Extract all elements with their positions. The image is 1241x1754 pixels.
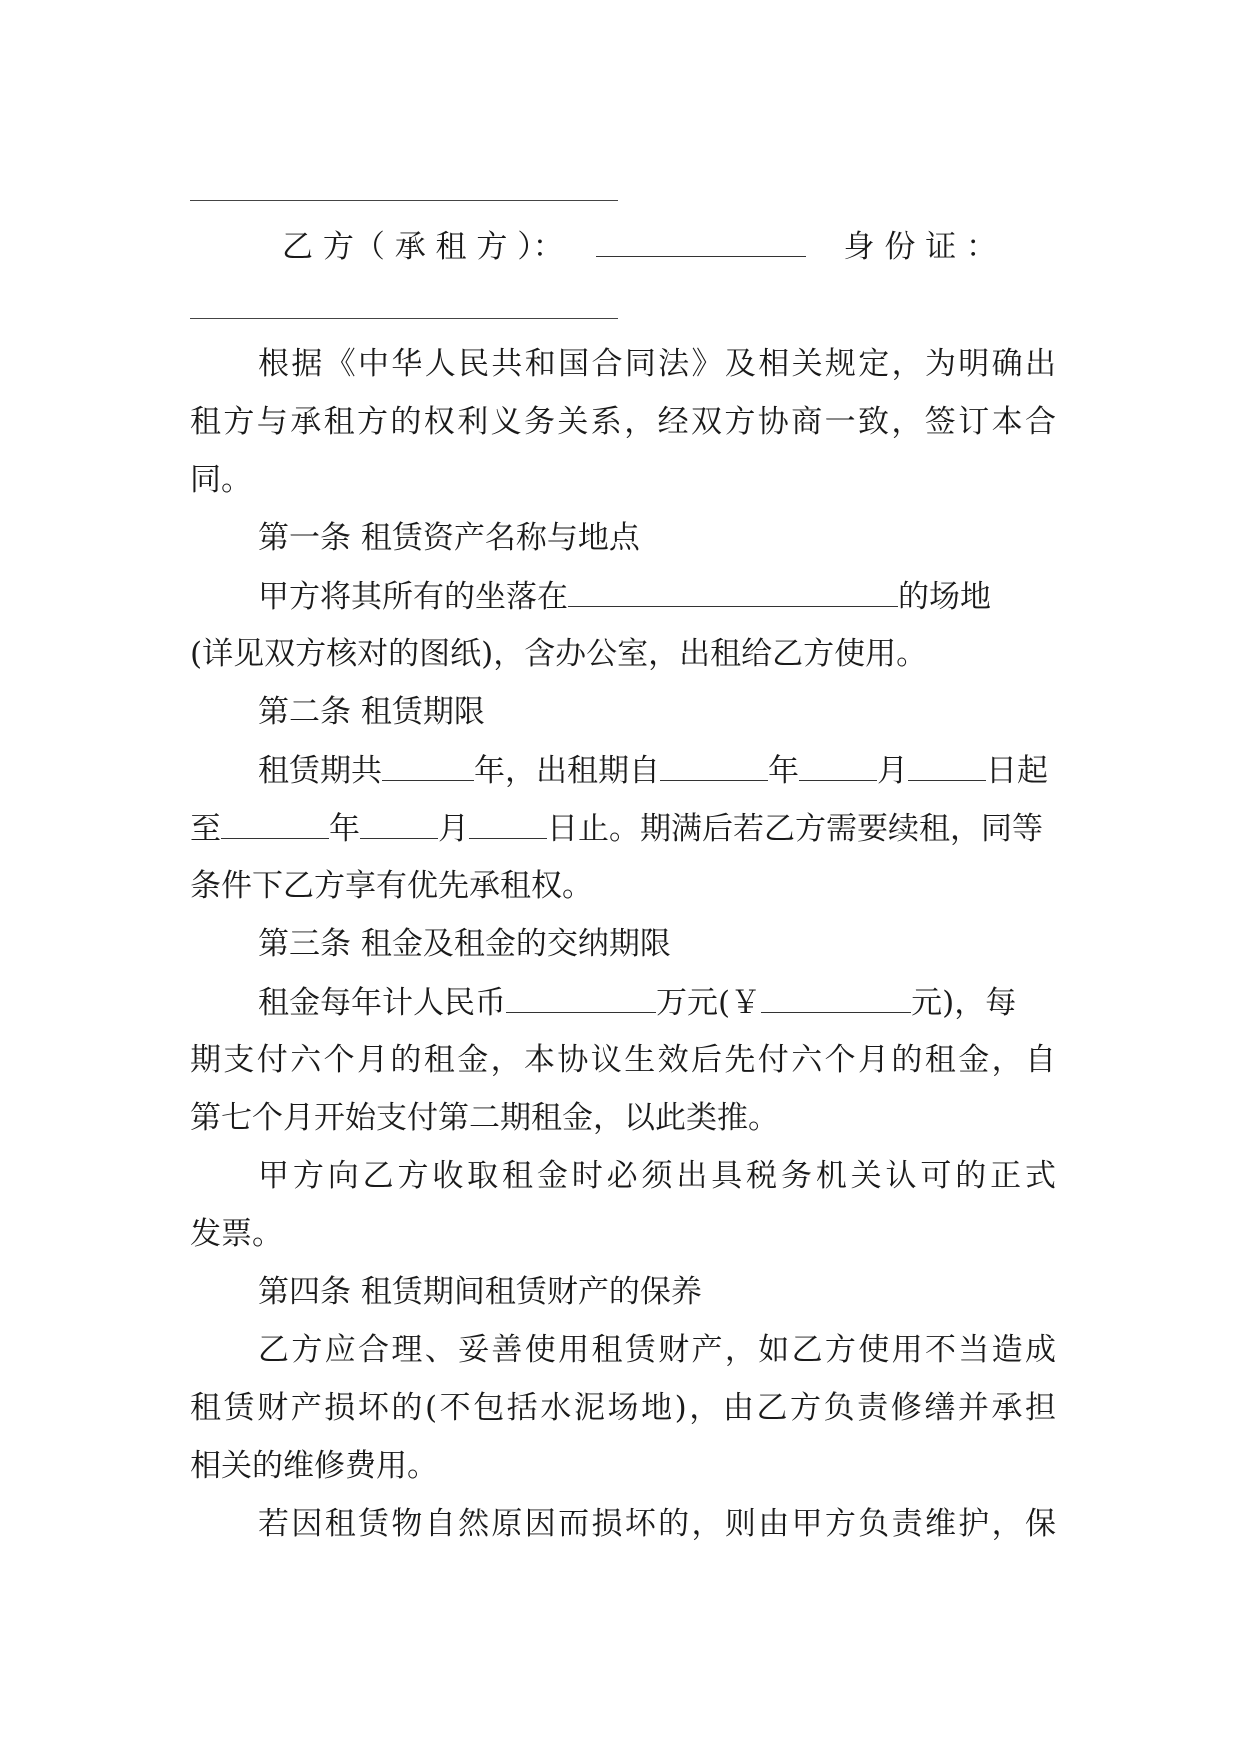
intro-line-1: 根据《中华人民共和国合同法》及相关规定，为明确出 <box>258 346 1056 382</box>
party-b-name-blank <box>596 226 806 257</box>
end-year-label: 年 <box>329 811 360 847</box>
intro-line-2: 租方与承租方的权利义务关系，经双方协商一致，签订本合 <box>190 404 1056 440</box>
start-year-blank <box>660 750 768 781</box>
article-1-text-b: 的场地 <box>898 579 991 615</box>
end-month-label: 月 <box>438 811 469 847</box>
article-1-title: 第一条 租赁资产名称与地点 <box>258 520 640 556</box>
start-month-blank <box>799 750 877 781</box>
article-4-line-3: 相关的维修费用。 <box>190 1448 438 1484</box>
article-1-line-2: (详见双方核对的图纸)，含办公室，出租给乙方使用。 <box>190 636 928 672</box>
location-blank <box>568 576 898 607</box>
article-2-line-1 <box>190 750 1056 790</box>
blank-rule-id <box>190 318 618 319</box>
day-start-label: 日起 <box>986 753 1048 789</box>
end-day-text: 日止。期满后若乙方需要续租，同等 <box>547 811 1043 847</box>
article-2-line-2 <box>190 808 1056 848</box>
month-label: 月 <box>877 753 908 789</box>
rent-unit-text: 万元(￥ <box>656 985 762 1021</box>
term-years-blank <box>382 750 474 781</box>
end-month-blank <box>360 808 438 839</box>
article-4-line-4: 若因租赁物自然原因而损坏的，则由甲方负责维护，保 <box>258 1506 1056 1542</box>
rent-yuan-blank <box>761 982 911 1013</box>
end-day-blank <box>469 808 547 839</box>
party-b-label: 乙 方（ 承 租 方 ）： <box>282 229 564 265</box>
party-b-line <box>190 226 1056 266</box>
to-label: 至 <box>190 811 221 847</box>
article-2-title: 第二条 租赁期限 <box>258 694 485 730</box>
start-date-text: 年，出租期自 <box>474 753 660 789</box>
blank-rule-top <box>190 200 618 201</box>
start-day-blank <box>908 750 986 781</box>
article-4-line-2: 租赁财产损坏的(不包括水泥场地)，由乙方负责修缮并承担 <box>190 1390 1056 1426</box>
article-1-line-1 <box>190 576 1056 616</box>
year-label: 年 <box>768 753 799 789</box>
rent-yuan-text: 元)，每 <box>911 985 1017 1021</box>
article-1-text-a: 甲方将其所有的坐落在 <box>258 579 568 615</box>
article-3-line-4: 甲方向乙方收取租金时必须出具税务机关认可的正式 <box>258 1158 1056 1194</box>
article-3-line-1 <box>190 982 1056 1022</box>
id-card-label: 身 份 证 ： <box>843 229 998 265</box>
rent-text: 租金每年计人民币 <box>258 985 506 1021</box>
article-3-title: 第三条 租金及租金的交纳期限 <box>258 926 671 962</box>
end-year-blank <box>221 808 329 839</box>
article-3-line-2: 期支付六个月的租金，本协议生效后先付六个月的租金，自 <box>190 1042 1056 1078</box>
article-3-line-5: 发票。 <box>190 1216 283 1252</box>
intro-line-3: 同。 <box>190 462 252 498</box>
rent-amount-blank <box>506 982 656 1013</box>
lease-term-text: 租赁期共 <box>258 753 382 789</box>
article-3-line-3: 第七个月开始支付第二期租金，以此类推。 <box>190 1100 779 1136</box>
article-2-line-3: 条件下乙方享有优先承租权。 <box>190 868 593 904</box>
article-4-line-1: 乙方应合理、妥善使用租赁财产，如乙方使用不当造成 <box>258 1332 1056 1368</box>
article-4-title: 第四条 租赁期间租赁财产的保养 <box>258 1274 702 1310</box>
